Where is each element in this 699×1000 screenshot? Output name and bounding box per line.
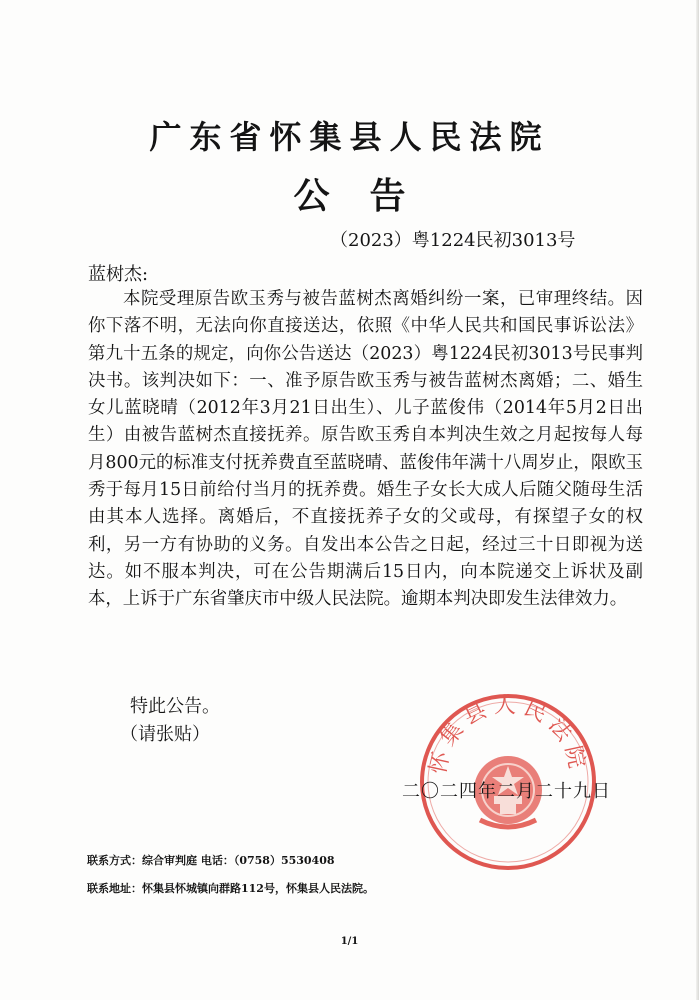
contact-info: 联系方式：综合审判庭 电话：（0758）5530408 [87, 854, 335, 867]
seal-text: 怀集县人民法院 [425, 693, 591, 777]
notice-body: 本院受理原告欧玉秀与被告蓝树杰离婚纠纷一案，已审理终结。因你下落不明，无法向你直接送达，依照《中华人民共和国民事诉讼法》第九十五条的规定，向你公告送达（2023）粤1224民初3013号民事判决书。该判决如下：一、准予原告欧玉秀与被告蓝树杰离婚；二、婚生女儿蓝晓晴（2012年3月21日出生）、儿子蓝俊伟（2014年5月2日出生）由被告蓝树杰直接抚养。原告欧玉秀自本判决生效之月起按每人每月800元的标准支付抚养费直至蓝晓晴、蓝俊伟年满十八周岁止，限欧玉秀于每月15日前给付当月的抚养费。婚生子女长大成人后随父随母生活由其本人选择。离婚后，不直接抚养子女的父或母，有探望子女的权利，另一方有协助的义务。自发出本公告之日起，经过三十日即视为送达。如不服本判决，可在公告期满后15日内，向本院递交上诉状及副本，上诉于广东省肇庆市中级人民法院。逾期本判决即发生法律效力。 [88, 289, 643, 610]
page-number: 1/1 [340, 936, 359, 947]
closing-text: 特此公告。 [130, 696, 220, 717]
case-number: （2023）粤1224民初3013号 [330, 230, 576, 251]
issue-date: 二〇二四年二月二十九日 [402, 781, 611, 802]
document-title: 公告 [293, 175, 446, 217]
court-name: 广东省怀集县人民法院 [149, 118, 550, 156]
contact-address: 联系地址：怀集县怀城镇向群路112号，怀集县人民法院。 [87, 882, 374, 895]
posting-note: （请张贴） [120, 724, 210, 745]
addressee: 蓝树杰: [88, 264, 149, 285]
